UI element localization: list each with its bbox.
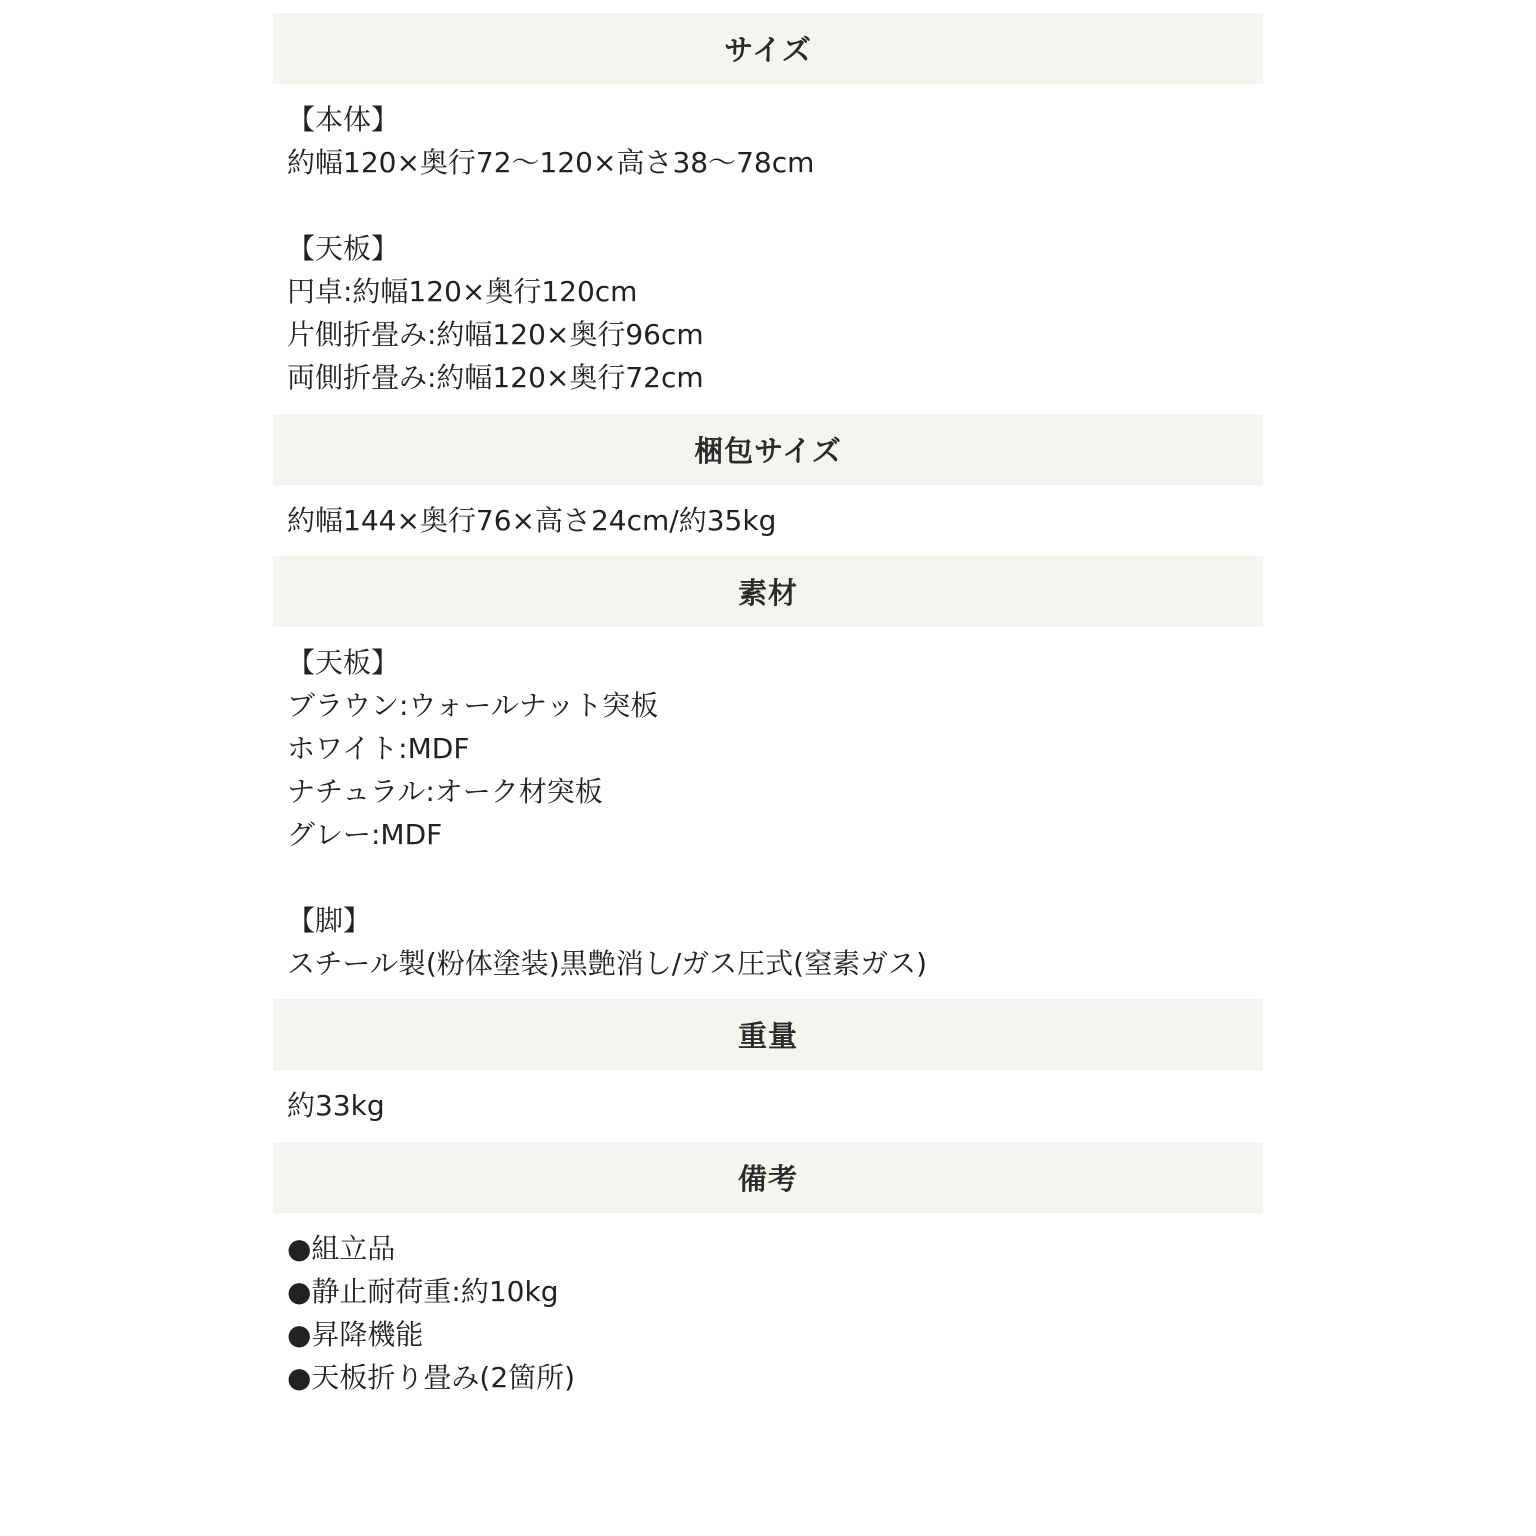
section-body-notes	[273, 1213, 1263, 1413]
section-body-package-size	[273, 485, 1263, 556]
spec-line: ●静止耐荷重:約10kg	[287, 1275, 559, 1308]
spec-line: 両側折畳み:約幅120×奥行72cm	[287, 361, 704, 394]
spec-line: ●組立品	[287, 1232, 396, 1265]
section-package-size	[273, 414, 1263, 556]
spec-line: 【本体】	[287, 103, 400, 136]
spec-blank-line	[287, 856, 1263, 899]
section-header-size: サイズ	[273, 13, 1263, 84]
spec-line: ●昇降機能	[287, 1318, 424, 1351]
section-notes	[273, 1142, 1263, 1413]
section-body-weight	[273, 1070, 1263, 1142]
section-weight	[273, 999, 1263, 1142]
spec-line: ●天板折り畳み(2箇所)	[287, 1361, 576, 1394]
spec-line: ブラウン:ウォールナット突板	[287, 689, 659, 722]
spec-line: 【脚】	[287, 904, 372, 937]
spec-line: ナチュラル:オーク材突板	[287, 775, 603, 808]
spec-line: 約幅120×奥行72～120×高さ38～78cm	[287, 146, 815, 179]
spec-line: 【天板】	[287, 232, 400, 265]
product-spec-table	[273, 13, 1263, 1413]
spec-line: 片側折畳み:約幅120×奥行96cm	[287, 318, 704, 351]
spec-line: 【天板】	[287, 646, 400, 679]
section-size	[273, 13, 1263, 414]
spec-line: グレー:MDF	[287, 818, 443, 851]
section-material	[273, 556, 1263, 999]
spec-blank-line	[287, 184, 1263, 227]
section-body-material	[273, 627, 1263, 999]
section-header-weight: 重量	[273, 999, 1263, 1070]
section-header-notes: 備考	[273, 1142, 1263, 1213]
spec-line: 約33kg	[287, 1089, 385, 1122]
section-header-material: 素材	[273, 556, 1263, 627]
section-body-size	[273, 84, 1263, 414]
spec-line: 円卓:約幅120×奥行120cm	[287, 275, 638, 308]
spec-line: スチール製(粉体塗装)黒艶消し/ガス圧式(窒素ガス)	[287, 947, 928, 980]
spec-line: 約幅144×奥行76×高さ24cm/約35kg	[287, 504, 777, 537]
section-header-package-size: 梱包サイズ	[273, 414, 1263, 485]
spec-line: ホワイト:MDF	[287, 732, 470, 765]
